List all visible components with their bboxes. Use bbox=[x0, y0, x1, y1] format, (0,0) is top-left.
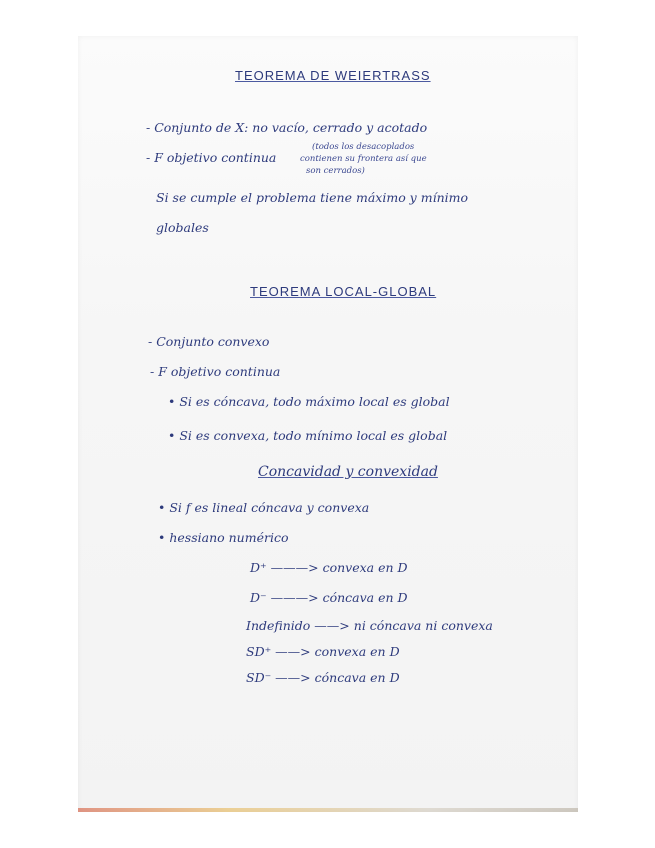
case-arrow: ———> bbox=[270, 590, 319, 605]
weierstrass-line-3: Si se cumple el problema tiene máximo y mínimo bbox=[156, 190, 468, 205]
case-result: cóncava en D bbox=[322, 590, 408, 605]
concavity-line-2: • hessiano numérico bbox=[158, 530, 289, 545]
hessian-case-sd-plus bbox=[246, 644, 400, 659]
weierstrass-line-1: - Conjunto de X: no vacío, cerrado y acotado bbox=[146, 120, 428, 135]
case-arrow: ——> bbox=[275, 644, 311, 659]
case-key: Indefinido bbox=[246, 618, 311, 633]
hessian-case-d-minus bbox=[250, 590, 408, 605]
local-global-line-2: - F objetivo continua bbox=[150, 364, 281, 379]
case-arrow: ——> bbox=[275, 670, 311, 685]
local-global-title: TEOREMA LOCAL-GLOBAL bbox=[250, 284, 437, 299]
case-result: convexa en D bbox=[314, 644, 400, 659]
case-arrow: ——> bbox=[314, 618, 350, 633]
hessian-case-d-plus bbox=[250, 560, 408, 575]
concavity-title: Concavidad y convexidad bbox=[258, 464, 438, 480]
hessian-case-sd-minus bbox=[246, 670, 400, 685]
weierstrass-line-4: globales bbox=[156, 220, 209, 235]
case-key: D⁺ bbox=[250, 560, 267, 575]
case-key: D⁻ bbox=[250, 590, 267, 605]
local-global-line-3: • Si es cóncava, todo máximo local es global bbox=[168, 394, 450, 409]
case-key: SD⁻ bbox=[246, 670, 272, 685]
case-key: SD⁺ bbox=[246, 644, 272, 659]
local-global-line-4: • Si es convexa, todo mínimo local es global bbox=[168, 428, 448, 443]
case-result: ni cóncava ni convexa bbox=[353, 618, 493, 633]
weierstrass-note-2: contienen su frontera así que bbox=[300, 154, 427, 164]
case-result: cóncava en D bbox=[314, 670, 400, 685]
case-result: convexa en D bbox=[322, 560, 408, 575]
concavity-line-1: • Si f es lineal cóncava y convexa bbox=[158, 500, 370, 515]
case-arrow: ———> bbox=[270, 560, 319, 575]
hessian-case-indefinido bbox=[246, 618, 493, 633]
weierstrass-note-3: son cerrados) bbox=[306, 166, 365, 176]
weierstrass-line-2: - F objetivo continua bbox=[146, 150, 277, 165]
local-global-line-1: - Conjunto convexo bbox=[148, 334, 270, 349]
weierstrass-title: TEOREMA DE WEIERTRASS bbox=[235, 68, 431, 83]
weierstrass-note-1: (todos los desacoplados bbox=[312, 142, 415, 152]
